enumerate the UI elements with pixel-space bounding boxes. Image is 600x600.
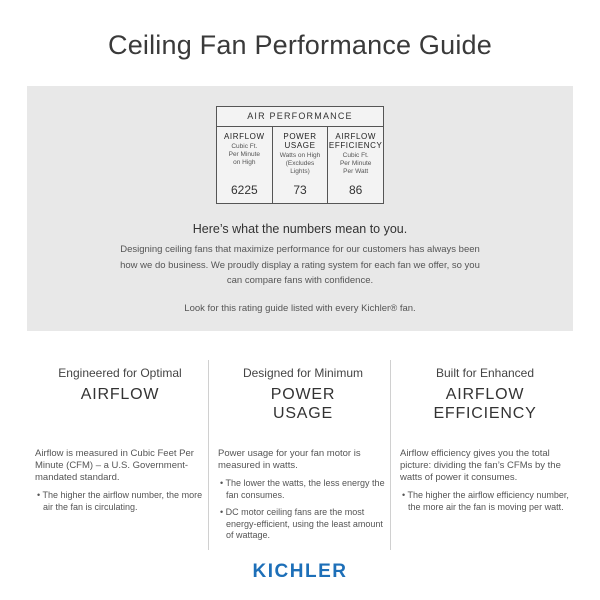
feature-airflow [35, 366, 205, 513]
feature-title: AIRFLOW EFFICIENCY [433, 386, 537, 422]
feature-subtitle: Built for Enhanced [435, 366, 535, 380]
feature-description: Airflow efficiency gives you the total picture: dividing the fan’s CFMs by the watts of power it consumes. [400, 448, 561, 483]
feature-description: Airflow is measured in Cubic Feet Per Minute (CFM) – a U.S. Government-mandated standard. [35, 448, 194, 483]
rating-column-power-usage [273, 127, 329, 203]
feature-bullet: • DC motor ceiling fans are the most energy-efficient, using the least amount of wattage. [220, 507, 383, 540]
feature-subtitle: Engineered for Optimal [58, 366, 182, 380]
rating-column-label: AIRFLOW EFFICIENCY [328, 132, 383, 150]
rating-column-label: POWER USAGE [283, 132, 317, 150]
page-title: Ceiling Fan Performance Guide [108, 30, 492, 60]
column-divider [390, 360, 391, 550]
rating-panel [27, 86, 573, 331]
feature-bullet: • The lower the watts, the less energy the fan consumes. [220, 478, 385, 500]
column-divider [208, 360, 209, 550]
feature-description: Power usage for your fan motor is measured in watts. [218, 448, 361, 471]
explanation-heading: Here’s what the numbers mean to you. [192, 222, 408, 236]
rating-column-unit: Cubic Ft. Per Minute on High [228, 143, 261, 166]
feature-title: AIRFLOW [80, 386, 160, 403]
rating-column-value: 6225 [230, 183, 258, 197]
air-performance-rating-box [216, 106, 384, 204]
kichler-logo: KICHLER [252, 561, 348, 582]
rating-column-unit: Watts on High (Excludes Lights) [279, 152, 321, 175]
rating-guide-note: Look for this rating guide listed with every Kichler® fan. [184, 303, 416, 314]
rating-column-airflow-efficiency [328, 127, 383, 203]
feature-bullet: • The higher the airflow number, the more air the fan is circulating. [37, 490, 203, 512]
feature-subtitle: Designed for Minimum [242, 366, 364, 380]
rating-column-value: 73 [293, 183, 307, 197]
rating-box-header: AIR PERFORMANCE [217, 107, 383, 127]
explanation-body: Designing ceiling fans that maximize performance for our customers has always been how we do business. We proudly display a rating system for each fan we offer, so you can compare fans with confidence. [120, 244, 480, 286]
rating-column-unit: Cubic Ft. Per Minute Per Watt [339, 152, 372, 175]
rating-column-airflow [217, 127, 273, 203]
feature-airflow-efficiency [400, 366, 570, 513]
rating-column-value: 86 [349, 183, 363, 197]
feature-title: POWER USAGE [270, 386, 336, 422]
feature-bullet: • The higher the airflow efficiency number, the more air the fan is moving per watt. [402, 490, 569, 512]
feature-power-usage [218, 366, 388, 542]
rating-column-label: AIRFLOW [224, 132, 265, 141]
